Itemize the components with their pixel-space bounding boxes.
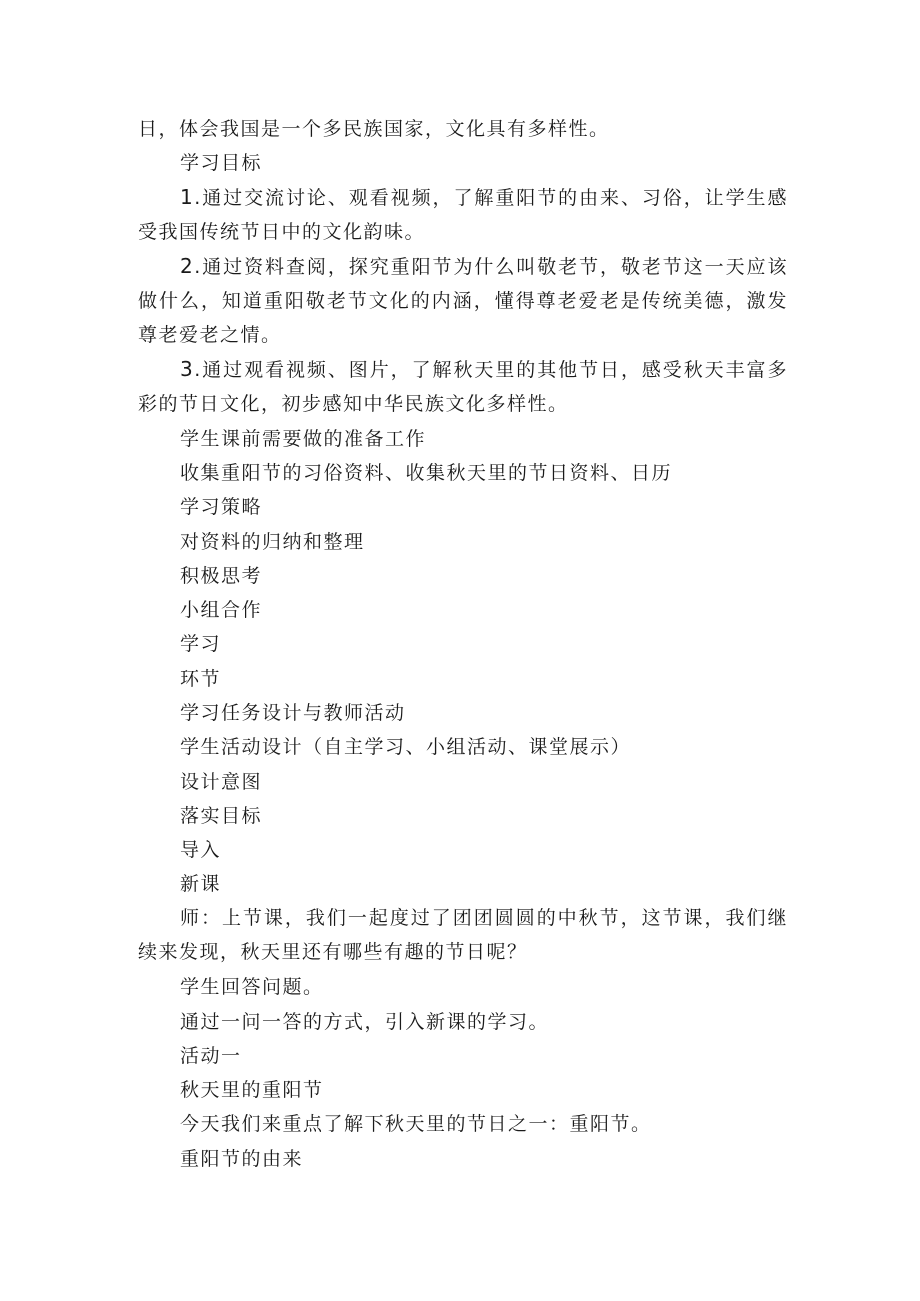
table-header-cell: 环节 xyxy=(180,668,222,690)
table-header-cell: 落实目标 xyxy=(180,805,263,827)
activity-label: 活动一 xyxy=(180,1045,242,1067)
goal-2-text: .通过资料查阅，探究重阳节为什么叫敬老节，敬老节这一天应该做什么，知道重阳敬老节文化的内涵，懂得尊老爱老是传统美德，激发尊老爱老之情。 xyxy=(138,256,788,346)
teacher-paragraph: 师：上节课，我们一起度过了团团圆圆的中秋节，这节课，我们继续来发现，秋天里还有哪些有趣的节日呢？ xyxy=(138,907,788,963)
table-header-cell: 学习 xyxy=(180,633,222,655)
student-answer: 学生回答问题。 xyxy=(180,976,324,998)
table-header-cell: 学习任务设计与教师活动 xyxy=(180,702,406,724)
table-header-cell: 设计意图 xyxy=(180,771,263,793)
strategy-heading: 学习策略 xyxy=(180,496,263,518)
goal-1-paragraph xyxy=(138,180,788,249)
prep-heading: 学生课前需要做的准备工作 xyxy=(180,428,427,450)
strategy-item: 积极思考 xyxy=(180,565,263,587)
today-text: 今天我们来重点了解下秋天里的节日之一：重阳节。 xyxy=(180,1113,652,1135)
continuation-line: 日，体会我国是一个多民族国家，文化具有多样性。 xyxy=(138,118,610,140)
goal-3-paragraph xyxy=(138,352,788,421)
goal-1-number: 1 xyxy=(180,185,195,209)
stage-label: 导入 xyxy=(180,839,222,861)
strategy-item: 小组合作 xyxy=(180,599,263,621)
goals-heading: 学习目标 xyxy=(180,152,263,174)
activity-title: 秋天里的重阳节 xyxy=(180,1079,324,1101)
goal-2-paragraph xyxy=(138,249,788,352)
stage-label: 新课 xyxy=(180,873,222,895)
prep-text: 收集重阳节的习俗资料、收集秋天里的节日资料、日历 xyxy=(180,462,673,484)
strategy-item: 对资料的归纳和整理 xyxy=(180,531,365,553)
goal-2-number: 2 xyxy=(180,254,195,278)
table-header-cell: 学生活动设计（自主学习、小组活动、课堂展示） xyxy=(180,736,632,758)
goal-3-text: .通过观看视频、图片，了解秋天里的其他节日，感受秋天丰富多彩的节日文化，初步感知中华民族文化多样性。 xyxy=(138,359,788,415)
design-intent: 通过一问一答的方式，引入新课的学习。 xyxy=(180,1011,550,1033)
goal-1-text: .通过交流讨论、观看视频，了解重阳节的由来、习俗，让学生感受我国传统节日中的文化韵味。 xyxy=(138,187,788,243)
origin-heading: 重阳节的由来 xyxy=(180,1148,304,1170)
goal-3-number: 3 xyxy=(180,357,195,381)
